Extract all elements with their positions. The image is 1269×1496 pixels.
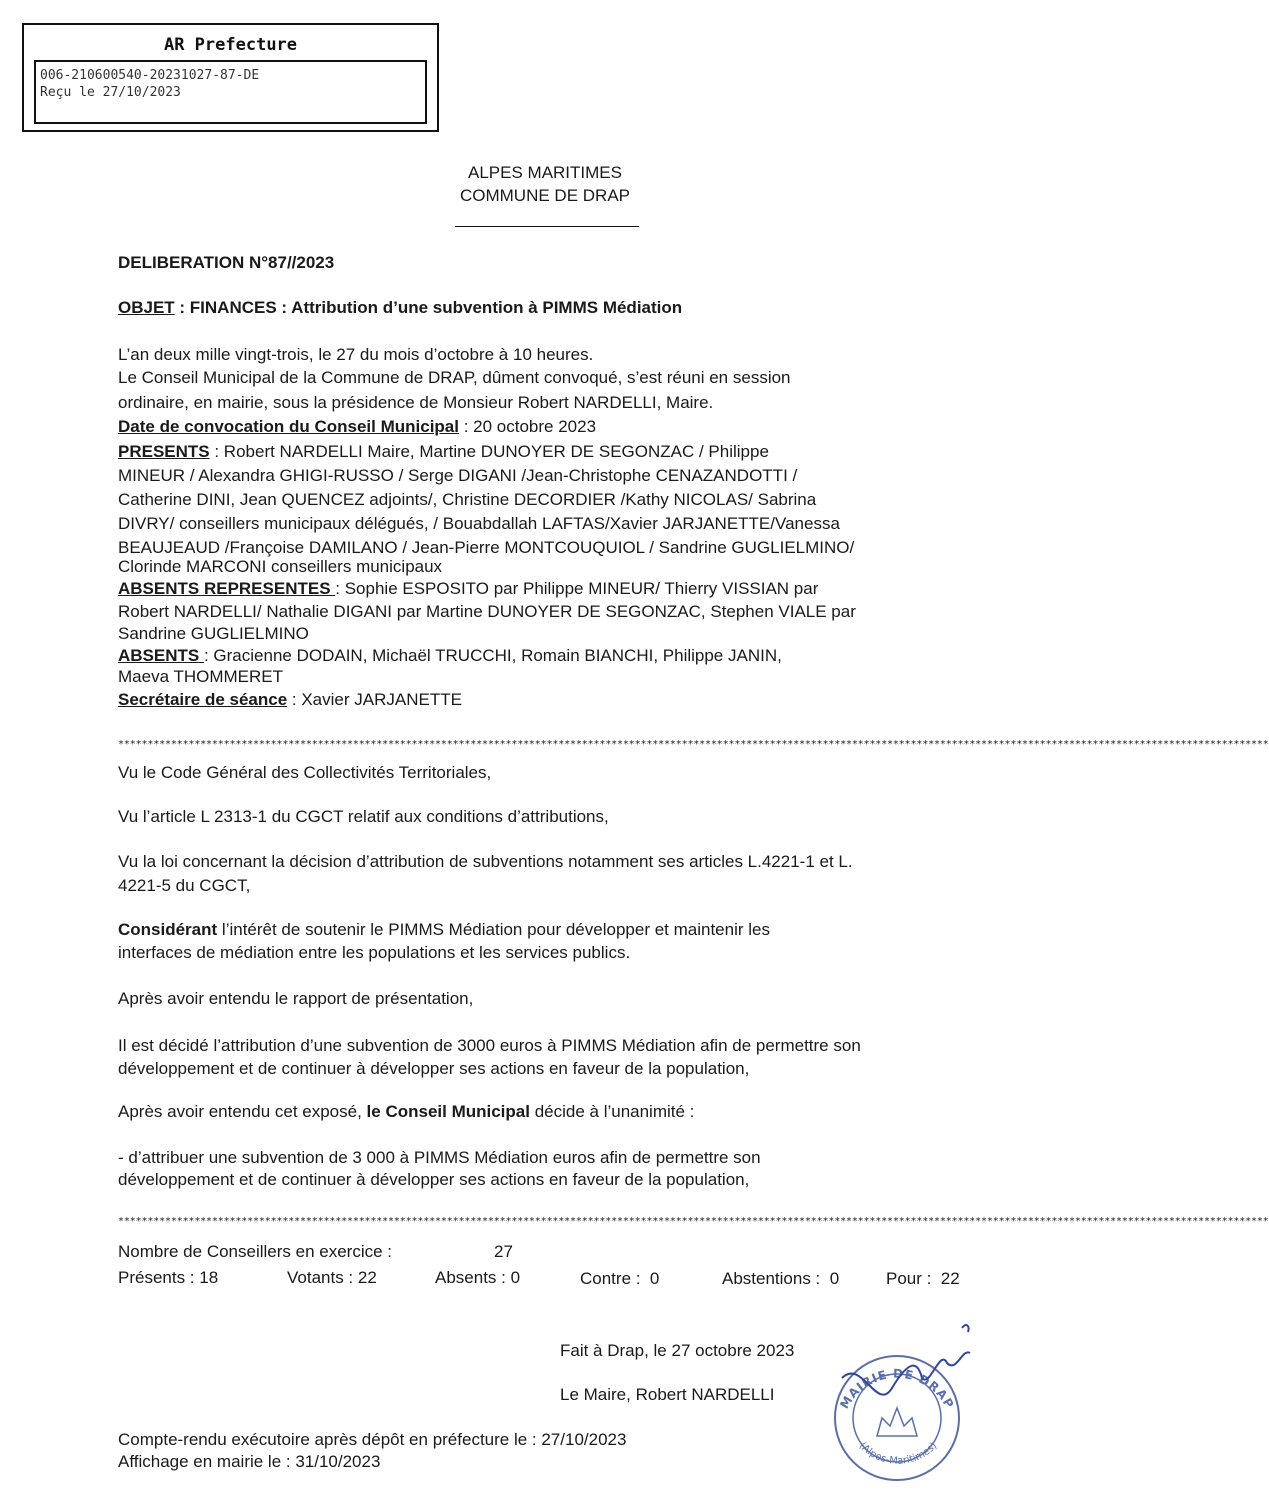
presents-line-6: Clorinde MARCONI conseillers municipaux xyxy=(118,557,443,576)
stamp-reference-box xyxy=(34,60,427,124)
considerant-line-2: interfaces de médiation entre les populations et les services publics. xyxy=(118,943,631,962)
commune-heading: COMMUNE DE DRAP xyxy=(459,186,630,205)
absents-text-1: : Gracienne DODAIN, Michaël TRUCCHI, Romain BIANCHI, Philippe JANIN, xyxy=(203,646,782,665)
prefecture-stamp xyxy=(22,23,439,132)
considerant-line-1 xyxy=(118,919,770,940)
article-line-1: - d’attribuer une subvention de 3 000 à PIMMS Médiation euros afin de permettre son xyxy=(118,1148,761,1167)
secretary-label: Secrétaire de séance xyxy=(118,690,288,709)
represented-line-2: Robert NARDELLI/ Nathalie DIGANI par Martine DUNOYER DE SEGONZAC, Stephen VIALE par xyxy=(118,602,856,621)
session-line-3: ordinaire, en mairie, sous la présidence de Monsieur Robert NARDELLI, Maire. xyxy=(118,393,714,412)
vote-abstentions: Abstentions : 0 xyxy=(722,1269,840,1288)
decision-line-2: développement et de continuer à développer ses actions en faveur de la population, xyxy=(118,1059,750,1078)
affichage-line: Affichage en mairie le : 31/10/2023 xyxy=(118,1452,381,1471)
executoire-line: Compte-rendu exécutoire après dépôt en préfecture le : 27/10/2023 xyxy=(118,1430,627,1449)
header-divider xyxy=(455,226,639,227)
represented-text-1: : Sophie ESPOSITO par Philippe MINEUR/ Thierry VISSIAN par xyxy=(335,579,819,598)
rapport-line: Après avoir entendu le rapport de présentation, xyxy=(118,989,474,1008)
expose-text-b: décide à l’unanimité : xyxy=(529,1102,695,1121)
seal-text-top: MAIRIE DE DRAP xyxy=(837,1366,957,1412)
separator-bottom: **************************************************************************************************************************************************************************************************** xyxy=(118,1216,1269,1227)
secretary-value: : Xavier JARJANETTE xyxy=(287,690,462,709)
vote-absents: Absents : 0 xyxy=(435,1268,521,1287)
decision-line-1: Il est décidé l’attribution d’une subvention de 3000 euros à PIMMS Médiation afin de permettre son xyxy=(118,1036,861,1055)
session-date-line: L’an deux mille vingt-trois, le 27 du mois d’octobre à 10 heures. xyxy=(118,345,594,364)
considerant-bold: Considérant xyxy=(118,920,218,939)
presents-label: PRESENTS xyxy=(118,442,210,461)
presents-line-1 xyxy=(118,441,968,462)
vu-article: Vu l’article L 2313-1 du CGCT relatif aux conditions d’attributions, xyxy=(118,807,609,826)
represented-line-3: Sandrine GUGLIELMINO xyxy=(118,624,309,643)
town-hall-seal xyxy=(822,1318,972,1483)
presents-line-2: MINEUR / Alexandra GHIGI-RUSSO / Serge DIGANI /Jean-Christophe CENAZANDOTTI / xyxy=(118,466,798,485)
represented-label: ABSENTS REPRESENTES xyxy=(118,579,336,598)
absents-label: ABSENTS xyxy=(118,646,204,665)
vote-contre: Contre : 0 xyxy=(580,1269,660,1288)
considerant-text: l’intérêt de soutenir le PIMMS Médiation pour développer et maintenir les xyxy=(217,920,770,939)
expose-text-a: Après avoir entendu cet exposé, xyxy=(118,1102,367,1121)
absents-line-2: Maeva THOMMERET xyxy=(118,667,283,686)
deliberation-object xyxy=(118,297,682,318)
vote-presents: Présents : 18 xyxy=(118,1268,219,1287)
vote-votants: Votants : 22 xyxy=(287,1268,377,1287)
convocation-date xyxy=(118,416,596,437)
conseil-municipal-bold: le Conseil Municipal xyxy=(366,1102,530,1121)
article-line-2: développement et de continuer à développer ses actions en faveur de la population, xyxy=(118,1170,750,1189)
place-date: Fait à Drap, le 27 octobre 2023 xyxy=(560,1341,795,1360)
stamp-received-date: Reçu le 27/10/2023 xyxy=(40,85,181,100)
stamp-title: AR Prefecture xyxy=(163,35,298,55)
presents-line-5: BEAUJEAUD /Françoise DAMILANO / Jean-Pierre MONTCOUQUIOL / Sandrine GUGLIELMINO/ xyxy=(118,538,855,557)
vote-pour: Pour : 22 xyxy=(886,1269,960,1288)
mayor-name: Le Maire, Robert NARDELLI xyxy=(560,1385,775,1404)
convocation-value: : 20 octobre 2023 xyxy=(459,417,597,436)
absents-line-1 xyxy=(118,645,782,666)
presents-text-1: : Robert NARDELLI Maire, Martine DUNOYER DE SEGONZAC / Philippe xyxy=(209,442,769,461)
department-heading: ALPES MARITIMES xyxy=(468,163,622,182)
presents-line-4: DIVRY/ conseillers municipaux délégués, / Bouabdallah LAFTAS/Xavier JARJANETTE/Vanessa xyxy=(118,514,840,533)
represented-line-1 xyxy=(118,578,818,599)
object-text: : FINANCES : Attribution d’une subvention à PIMMS Médiation xyxy=(174,298,683,317)
object-label: OBJET xyxy=(118,298,175,317)
secretary-line xyxy=(118,689,462,710)
vu-code: Vu le Code Général des Collectivités Territoriales, xyxy=(118,763,492,782)
in-office-value: 27 xyxy=(494,1242,513,1261)
stamp-reference: 006-210600540-20231027-87-DE xyxy=(40,68,260,83)
convocation-label: Date de convocation du Conseil Municipal xyxy=(118,417,459,436)
seal-emblem-icon xyxy=(877,1408,917,1436)
vu-loi-line-2: 4221-5 du CGCT, xyxy=(118,876,251,895)
separator-top: **************************************************************************************************************************************************************************************************** xyxy=(118,739,1269,750)
presents-line-3: Catherine DINI, Jean QUENCEZ adjoints/, Christine DECORDIER /Kathy NICOLAS/ Sabrina xyxy=(118,490,817,509)
deliberation-number: DELIBERATION N°87//2023 xyxy=(118,253,335,272)
vu-loi-line-1: Vu la loi concernant la décision d’attribution de subventions notamment ses articles L.4221-1 et L. xyxy=(118,852,853,871)
expose-line xyxy=(118,1101,694,1122)
session-line-2: Le Conseil Municipal de la Commune de DRAP, dûment convoqué, s’est réuni en session xyxy=(118,368,791,387)
seal-text-bottom: (Alpes-Maritimes) xyxy=(856,1440,940,1467)
in-office-label: Nombre de Conseillers en exercice : xyxy=(118,1242,393,1261)
